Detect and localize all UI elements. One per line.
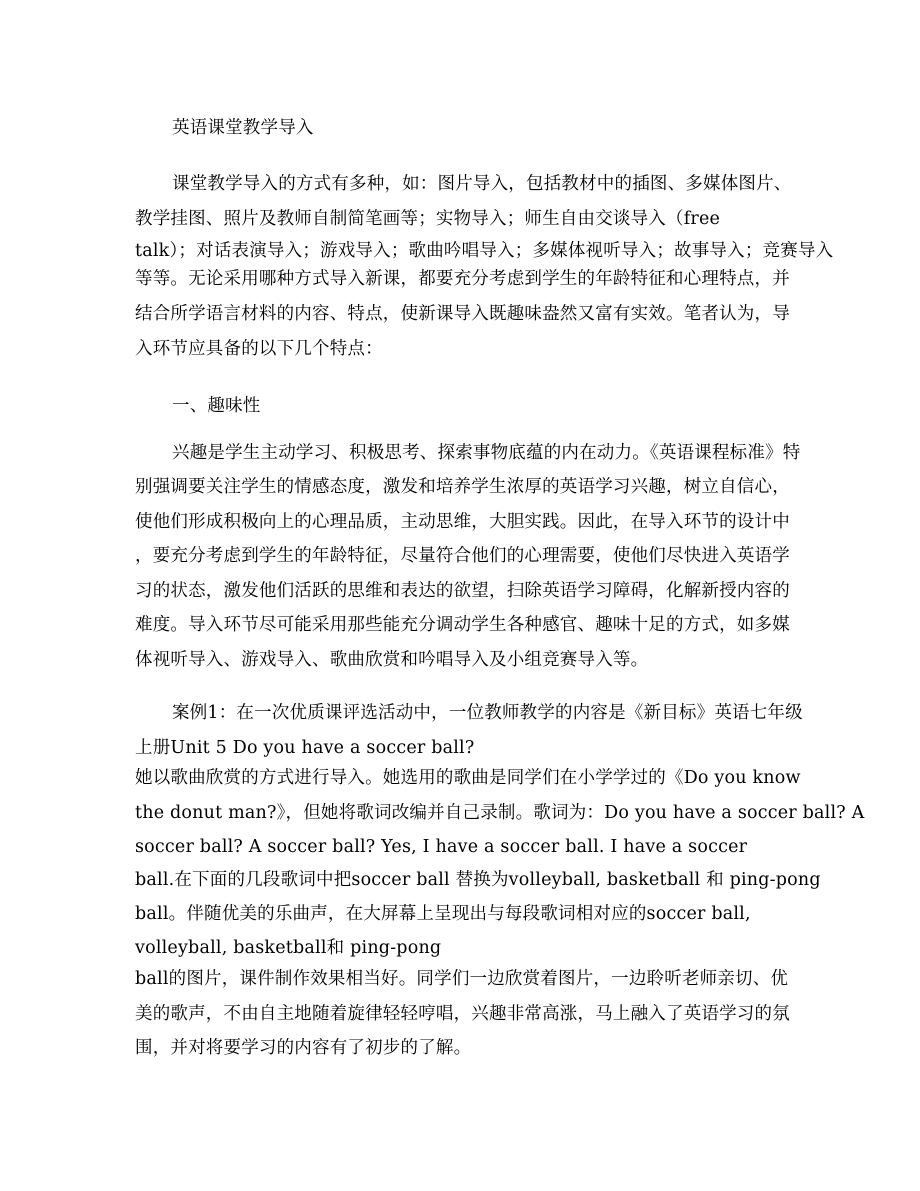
section-heading: 一、趣味性 <box>172 396 261 416</box>
case1-line: 案例1：在一次优质课评选活动中，一位教师教学的内容是《新目标》英语七年级 <box>172 703 803 723</box>
intro-line: 入环节应具备的以下几个特点： <box>135 339 383 359</box>
section1-line: 别强调要关注学生的情感态度，激发和培养学生浓厚的英语学习兴趣，树立自信心， <box>135 477 790 497</box>
case1-line: volleyball, basketball和 ping-pong <box>135 938 442 958</box>
section1-line: 兴趣是学生主动学习、积极思考、探索事物底蕴的内在动力。《英语课程标准》特 <box>172 443 801 463</box>
intro-line: talk）；对话表演导入；游戏导入；歌曲吟唱导入；多媒体视听导入；故事导入；竞赛导入 <box>135 241 834 261</box>
intro-line: 等等。无论采用哪种方式导入新课，都要充分考虑到学生的年龄特征和心理特点，并 <box>135 269 790 289</box>
intro-line: 课堂教学导入的方式有多种，如：图片导入，包括教材中的插图、多媒体图片、 <box>172 174 792 194</box>
section1-line: 使他们形成积极向上的心理品质，主动思维，大胆实践。因此，在导入环节的设计中 <box>135 512 790 532</box>
case1-line: the donut man?》，但她将歌词改编并自己录制。歌词为：Do you have a soccer ball? A <box>135 803 865 823</box>
section1-line: 习的状态，激发他们活跃的思维和表达的欲望，扫除英语学习障碍，化解新授内容的 <box>135 581 790 601</box>
document-title: 英语课堂教学导入 <box>172 118 314 138</box>
intro-line: 结合所学语言材料的内容、特点，使新课导入既趣味盎然又富有实效。笔者认为，导 <box>135 304 790 324</box>
case1-line: ball。伴随优美的乐曲声，在大屏幕上呈现出与每段歌词相对应的soccer ball, <box>135 904 751 924</box>
case1-line: 上册Unit 5 Do you have a soccer ball? <box>135 738 475 758</box>
section1-line: 难度。导入环节尽可能采用那些能充分调动学生各种感官、趣味十足的方式，如多媒 <box>135 615 790 635</box>
case1-line: ball的图片，课件制作效果相当好。同学们一边欣赏着图片，一边聆听老师亲切、优 <box>135 969 789 989</box>
intro-line: 教学挂图、照片及教师自制简笔画等；实物导入；师生自由交谈导入（free <box>135 209 721 229</box>
case1-line: soccer ball? A soccer ball? Yes, I have a soccer ball. I have a soccer <box>135 837 748 857</box>
case1-line: 围，并对将要学习的内容有了初步的了解。 <box>135 1038 472 1058</box>
section1-line: ，要充分考虑到学生的年龄特征，尽量符合他们的心理需要，使他们尽快进入英语学 <box>135 546 790 566</box>
case1-line: 她以歌曲欣赏的方式进行导入。她选用的歌曲是同学们在小学学过的《Do you know <box>135 768 801 788</box>
case1-line: 美的歌声，不由自主地随着旋律轻轻哼唱，兴趣非常高涨，马上融入了英语学习的氛 <box>135 1004 790 1024</box>
case1-line: ball.在下面的几段歌词中把soccer ball 替换为volleyball, basketball 和 ping-pong <box>135 870 821 890</box>
section1-line: 体视听导入、游戏导入、歌曲欣赏和吟唱导入及小组竞赛导入等。 <box>135 650 649 670</box>
